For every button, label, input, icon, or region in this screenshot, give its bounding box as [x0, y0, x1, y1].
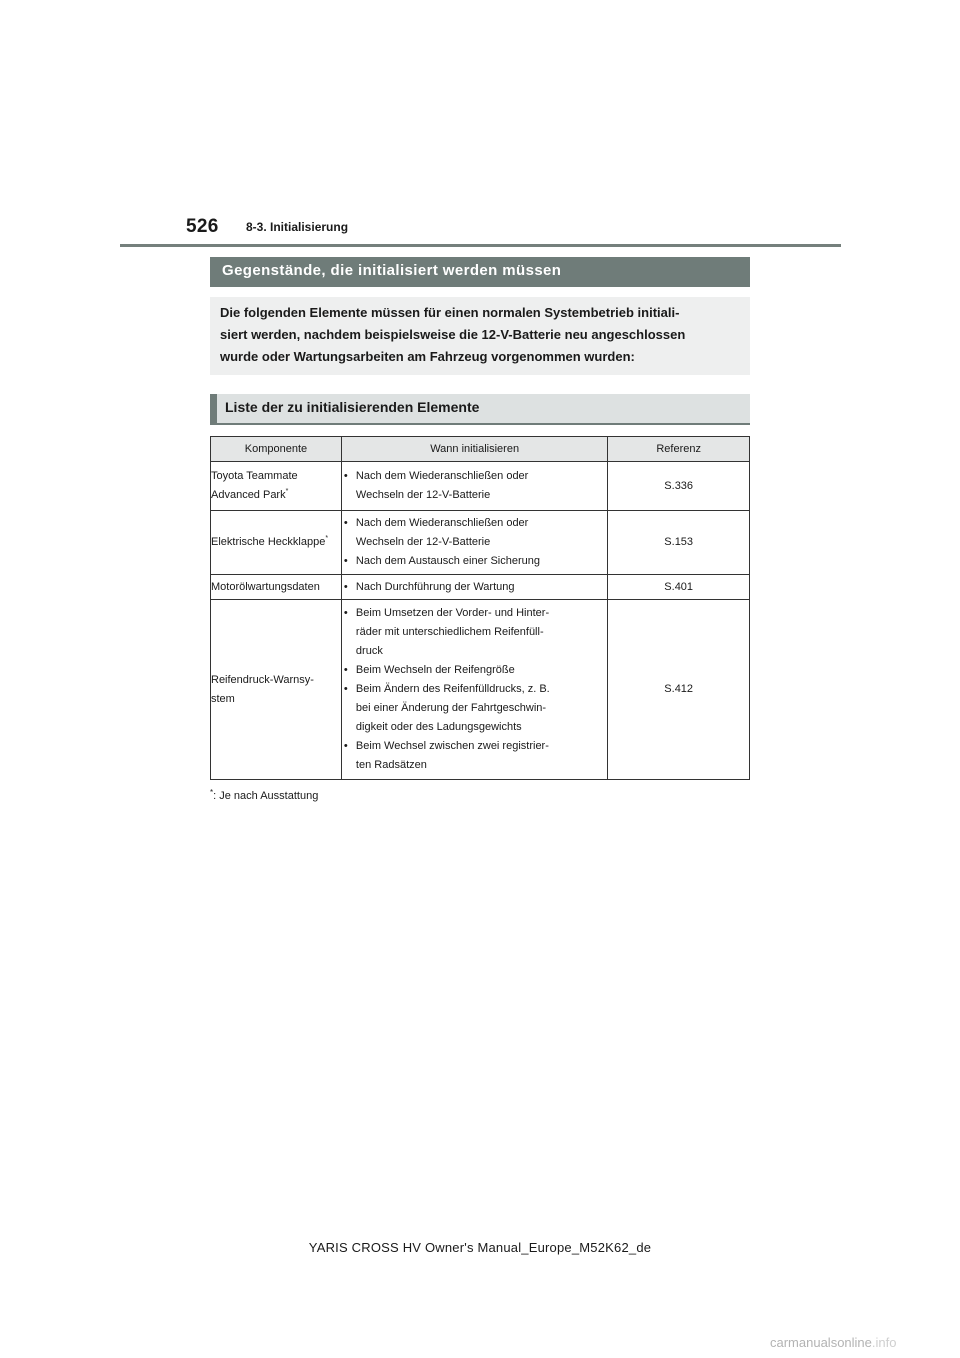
reference-cell: S.336 — [608, 462, 750, 511]
component-cell: Motorölwartungsdaten — [211, 575, 342, 600]
footnote — [210, 788, 318, 802]
initialization-table — [210, 436, 750, 780]
when-cell — [341, 511, 607, 575]
when-list — [342, 604, 607, 775]
list-item: • Nach dem Wiederanschließen oder Wechseln der 12-V-Batterie — [342, 514, 607, 552]
when-cell — [341, 462, 607, 511]
table-row — [211, 511, 750, 575]
watermark — [770, 1335, 896, 1350]
intro-line: Die folgenden Elemente müssen für einen normalen Systembetrieb initiali- — [220, 305, 680, 320]
when-list — [342, 514, 607, 571]
footnote-text: : Je nach Ausstattung — [213, 790, 319, 802]
component-name-cont: Advanced Park* — [211, 488, 289, 501]
table-header-row — [211, 437, 750, 462]
list-item: • Nach Durchführung der Wartung — [342, 578, 607, 597]
intro-line: siert werden, nachdem beispielsweise die 12-V-Batterie neu angeschlossen — [220, 327, 686, 342]
list-item: • Nach dem Wiederanschließen oder Wechseln der 12-V-Batterie — [342, 467, 607, 505]
when-cell — [341, 575, 607, 600]
when-cell — [341, 600, 607, 780]
table-row — [211, 462, 750, 511]
when-list — [342, 467, 607, 505]
table-row — [211, 600, 750, 780]
watermark-part: carmanualsonline — [770, 1335, 872, 1350]
when-list — [342, 578, 607, 597]
column-header-when: Wann initialisieren — [341, 437, 607, 462]
list-item: • Beim Ändern des Reifenfülldrucks, z. B. bei einer Änderung der Fahrtgeschwin- digkeit oder des Ladungsgewichts — [342, 680, 607, 737]
component-cell — [211, 511, 342, 575]
watermark-part: .info — [871, 1335, 897, 1350]
footnote-marker: * — [210, 788, 214, 797]
section-label: 8-3. Initialisierung — [246, 220, 349, 234]
component-name: Toyota Teammate — [211, 470, 298, 482]
component-cell — [211, 462, 342, 511]
sub-heading: Liste der zu initialisierenden Elemente — [210, 394, 750, 425]
list-item: • Nach dem Austausch einer Sicherung — [342, 552, 607, 571]
list-item: • Beim Wechseln der Reifengröße — [342, 661, 607, 680]
header-rule — [120, 244, 841, 247]
table-row — [211, 575, 750, 600]
reference-cell: S.401 — [608, 575, 750, 600]
footnote-marker: * — [285, 488, 289, 495]
column-header-reference: Referenz — [608, 437, 750, 462]
main-heading: Gegenstände, die initialisiert werden müssen — [210, 257, 750, 287]
component-name: Elektrische Heckklappe — [211, 536, 326, 548]
component-name: Reifendruck-Warnsy- — [211, 673, 314, 686]
page-number: 526 — [186, 216, 219, 237]
component-name-cont: stem — [211, 692, 235, 705]
list-item: • Beim Wechsel zwischen zwei registrier- ten Radsätzen — [342, 737, 607, 775]
intro-line: wurde oder Wartungsarbeiten am Fahrzeug vorgenommen wurden: — [220, 349, 635, 364]
column-header-component: Komponente — [211, 437, 342, 462]
footnote-marker: * — [325, 535, 329, 542]
footer-title: YARIS CROSS HV Owner's Manual_Europe_M52K62_de — [308, 1240, 652, 1255]
intro-box — [210, 297, 750, 375]
component-cell — [211, 600, 342, 780]
reference-cell: S.153 — [608, 511, 750, 575]
reference-cell: S.412 — [608, 600, 750, 780]
list-item: • Beim Umsetzen der Vorder- und Hinter- räder mit unterschiedlichem Reifenfüll- druck — [342, 604, 607, 661]
